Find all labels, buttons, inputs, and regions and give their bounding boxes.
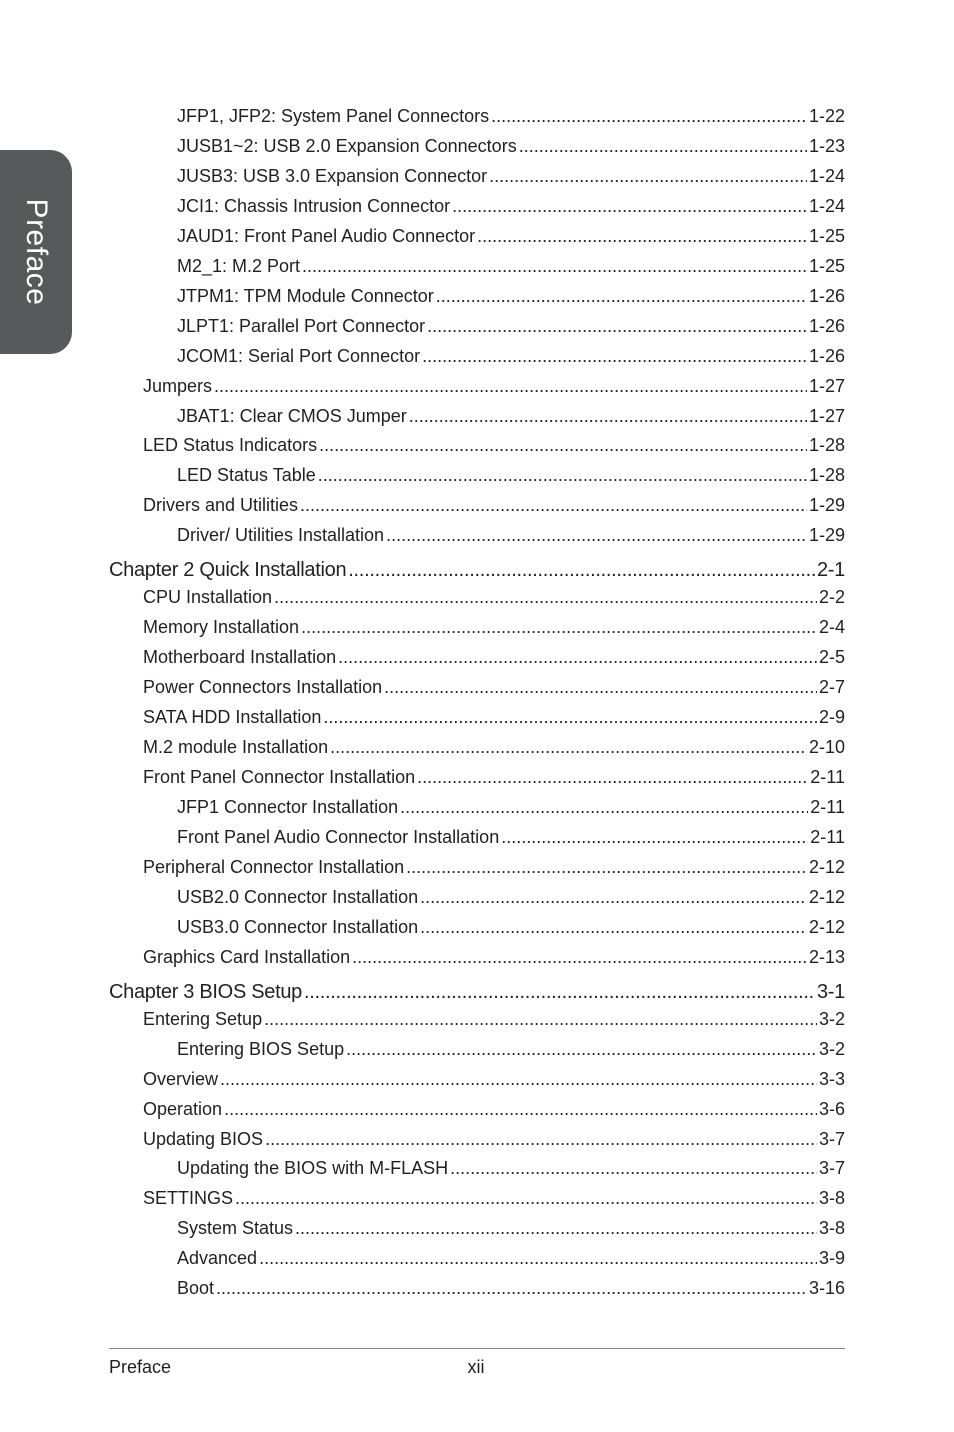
toc-entry-title: USB3.0 Connector Installation [177, 916, 419, 937]
toc-leader-dots [422, 344, 807, 368]
toc-entry[interactable] [143, 493, 845, 517]
toc-leader-dots [224, 1097, 817, 1121]
toc-entry[interactable] [177, 254, 845, 278]
toc-entry[interactable] [177, 1037, 845, 1061]
toc-entry-page: 3-3 [818, 1068, 845, 1089]
toc-entry[interactable] [177, 885, 845, 909]
toc-entry-page: 2-9 [818, 707, 845, 728]
toc-entry-page: 2-10 [808, 737, 845, 758]
toc-entry-title: JCI1: Chassis Intrusion Connector [177, 195, 451, 216]
toc-entry-title: Chapter 2 Quick Installation [109, 559, 347, 582]
toc-entry-page: 1-26 [808, 285, 845, 306]
toc-entry-title: Entering BIOS Setup [177, 1038, 345, 1059]
toc-entry-title: JAUD1: Front Panel Audio Connector [177, 225, 476, 246]
toc-entry[interactable] [143, 585, 845, 609]
toc-entry-title: Entering Setup [143, 1008, 263, 1029]
toc-entry[interactable] [143, 945, 845, 969]
toc-leader-dots [450, 1156, 817, 1180]
toc-entry-page: 2-12 [808, 916, 845, 937]
toc-entry-page: 3-8 [818, 1188, 845, 1209]
toc-entry-title: Motherboard Installation [143, 647, 337, 668]
toc-leader-dots [304, 978, 815, 1006]
toc-leader-dots [427, 314, 807, 338]
toc-entry-page: 2-7 [818, 677, 845, 698]
toc-leader-dots [216, 1276, 807, 1300]
toc-entry[interactable] [177, 1156, 845, 1180]
toc-entry-page: 1-28 [808, 435, 845, 456]
toc-leader-dots [406, 855, 807, 879]
toc-entry[interactable] [177, 284, 845, 308]
toc-entry-page: 3-8 [818, 1218, 845, 1239]
toc-entry[interactable] [177, 404, 845, 428]
toc-entry[interactable] [143, 1186, 845, 1210]
toc-leader-dots [519, 134, 807, 158]
toc-entry-title: Power Connectors Installation [143, 677, 383, 698]
toc-entry-title: Updating BIOS [143, 1128, 264, 1149]
toc-entry-title: Boot [177, 1278, 215, 1299]
toc-leader-dots [323, 705, 817, 729]
toc-entry[interactable] [177, 1216, 845, 1240]
toc-leader-dots [235, 1186, 817, 1210]
toc-entry[interactable] [177, 463, 845, 487]
toc-entry-title: Graphics Card Installation [143, 946, 351, 967]
toc-entry-page: 3-16 [808, 1278, 845, 1299]
toc-entry-title: Peripheral Connector Installation [143, 856, 405, 877]
toc-entry-title: Updating the BIOS with M-FLASH [177, 1158, 449, 1179]
toc-entry-title: JUSB3: USB 3.0 Expansion Connector [177, 165, 488, 186]
toc-entry[interactable] [177, 1276, 845, 1300]
toc-entry-page: 1-28 [808, 465, 845, 486]
toc-entry-page: 3-2 [818, 1008, 845, 1029]
toc-entry[interactable] [177, 523, 845, 547]
toc-leader-dots [264, 1007, 817, 1031]
toc-entry-title: JCOM1: Serial Port Connector [177, 345, 421, 366]
toc-entry-page: 1-23 [808, 135, 845, 156]
toc-entry[interactable] [177, 164, 845, 188]
toc-entry-page: 2-11 [810, 796, 845, 817]
toc-leader-dots [302, 254, 807, 278]
toc-leader-dots [338, 645, 817, 669]
toc-leader-dots [348, 556, 815, 584]
toc-entry[interactable] [177, 194, 845, 218]
toc-leader-dots [489, 164, 807, 188]
toc-entry-page: 1-24 [808, 165, 845, 186]
toc-entry-page: 1-29 [808, 525, 845, 546]
toc-entry-title: CPU Installation [143, 587, 273, 608]
toc-entry-title: JLPT1: Parallel Port Connector [177, 315, 426, 336]
toc-entry-page: 2-5 [818, 647, 845, 668]
toc-entry-title: JUSB1~2: USB 2.0 Expansion Connectors [177, 135, 517, 156]
footer-section-label: Preface [109, 1357, 172, 1377]
toc-entry-page: 1-24 [808, 195, 845, 216]
toc-entry-title: System Status [177, 1218, 294, 1239]
toc-entry-title: LED Status Indicators [143, 435, 318, 456]
toc-entry[interactable] [177, 795, 845, 819]
toc-entry-title: Driver/ Utilities Installation [177, 525, 385, 546]
toc-leader-dots [346, 1037, 817, 1061]
toc-entry-page: 3-6 [818, 1098, 845, 1119]
toc-entry-page: 1-26 [808, 315, 845, 336]
toc-entry-page: 2-1 [816, 559, 845, 582]
toc-entry-title: SATA HDD Installation [143, 707, 322, 728]
toc-leader-dots [420, 915, 807, 939]
toc-entry-title: JFP1 Connector Installation [177, 796, 399, 817]
toc-entry[interactable] [143, 705, 845, 729]
toc-leader-dots [491, 104, 807, 128]
toc-entry[interactable] [143, 615, 845, 639]
toc-entry-title: Drivers and Utilities [143, 495, 299, 516]
toc-entry-page: 2-11 [810, 826, 845, 847]
toc-entry[interactable] [177, 1246, 845, 1270]
toc-entry-page: 1-25 [808, 225, 845, 246]
toc-leader-dots [265, 1127, 817, 1151]
toc-entry-title: SETTINGS [143, 1188, 234, 1209]
toc-entry-title: M.2 module Installation [143, 737, 329, 758]
toc-entry-title: Front Panel Audio Connector Installation [177, 826, 500, 847]
toc-entry-title: LED Status Table [177, 465, 316, 486]
toc-entry[interactable] [177, 224, 845, 248]
toc-leader-dots [330, 735, 807, 759]
toc-entry-title: JTPM1: TPM Module Connector [177, 285, 434, 306]
toc-entry-page: 1-27 [808, 405, 845, 426]
toc-chapter-entry[interactable] [109, 978, 845, 1006]
toc-entry[interactable] [143, 1007, 845, 1031]
toc-entry[interactable] [143, 675, 845, 699]
toc-entry-page: 1-22 [808, 106, 845, 126]
toc-leader-dots [477, 224, 807, 248]
toc-entry-title: M2_1: M.2 Port [177, 255, 301, 276]
toc-leader-dots [384, 675, 817, 699]
toc-entry[interactable] [143, 1097, 845, 1121]
toc-leader-dots [318, 463, 807, 487]
toc-entry-title: Jumpers [143, 375, 213, 396]
toc-entry[interactable] [177, 915, 845, 939]
toc-entry[interactable] [143, 855, 845, 879]
toc-entry-title: Advanced [177, 1248, 258, 1269]
toc-entry-page: 3-2 [818, 1038, 845, 1059]
toc-entry-page: 3-1 [816, 980, 845, 1003]
toc-chapter-entry[interactable] [109, 556, 845, 584]
toc-leader-dots [295, 1216, 817, 1240]
toc-entry-title: Overview [143, 1068, 219, 1089]
toc-entry[interactable] [177, 344, 845, 368]
toc-leader-dots [301, 615, 817, 639]
toc-leader-dots [409, 404, 807, 428]
toc-leader-dots [436, 284, 807, 308]
toc-leader-dots [220, 1067, 817, 1091]
toc-leader-dots [319, 433, 807, 457]
toc-entry[interactable] [143, 374, 845, 398]
toc-entry-title: Front Panel Connector Installation [143, 767, 416, 787]
toc-entry[interactable] [143, 433, 845, 457]
toc-leader-dots [352, 945, 807, 969]
toc-leader-dots [259, 1246, 817, 1270]
toc-entry[interactable] [143, 1127, 845, 1151]
toc-entry-page: 1-25 [808, 255, 845, 276]
toc-leader-dots [386, 523, 807, 547]
toc-entry-page: 2-13 [808, 946, 845, 967]
toc-entry[interactable] [143, 1067, 845, 1091]
toc-entry-page: 2-4 [818, 617, 845, 638]
toc-entry[interactable] [143, 645, 845, 669]
toc-entry[interactable] [177, 314, 845, 338]
toc-entry-page: 2-12 [808, 886, 845, 907]
side-tab-label: Preface [20, 198, 53, 306]
toc-entry[interactable] [177, 825, 845, 849]
toc-leader-dots [501, 825, 808, 849]
toc-entry[interactable] [177, 104, 845, 128]
toc-entry-page: 1-29 [808, 495, 845, 516]
toc-leader-dots [420, 885, 807, 909]
footer-page-number: xii [467, 1357, 485, 1377]
toc-leader-dots [417, 765, 808, 789]
toc-entry[interactable] [143, 765, 845, 789]
toc-entry-title: JFP1, JFP2: System Panel Connectors [177, 106, 490, 126]
toc-entry[interactable] [177, 134, 845, 158]
toc-entry-page: 1-26 [808, 345, 845, 366]
toc-entry[interactable] [143, 735, 845, 759]
toc-entry-title: Memory Installation [143, 617, 300, 638]
toc-leader-dots [400, 795, 808, 819]
toc-entry-page: 2-2 [818, 587, 845, 608]
toc-entry-page: 1-27 [808, 375, 845, 396]
toc-entry-page: 3-7 [818, 1128, 845, 1149]
footer-divider [109, 1348, 845, 1349]
toc-entry-title: Operation [143, 1098, 223, 1119]
toc-leader-dots [300, 493, 807, 517]
toc-entry-page: 2-12 [808, 856, 845, 877]
toc-leader-dots [214, 374, 807, 398]
toc-entry-page: 3-9 [818, 1248, 845, 1269]
toc-entry-page: 3-7 [818, 1158, 845, 1179]
toc-entry-title: Chapter 3 BIOS Setup [109, 980, 303, 1003]
toc-entry-title: JBAT1: Clear CMOS Jumper [177, 405, 407, 426]
toc-leader-dots [452, 194, 807, 218]
toc-entry-title: USB2.0 Connector Installation [177, 886, 419, 907]
toc-leader-dots [274, 585, 817, 609]
toc-entry-page: 2-11 [810, 767, 845, 787]
